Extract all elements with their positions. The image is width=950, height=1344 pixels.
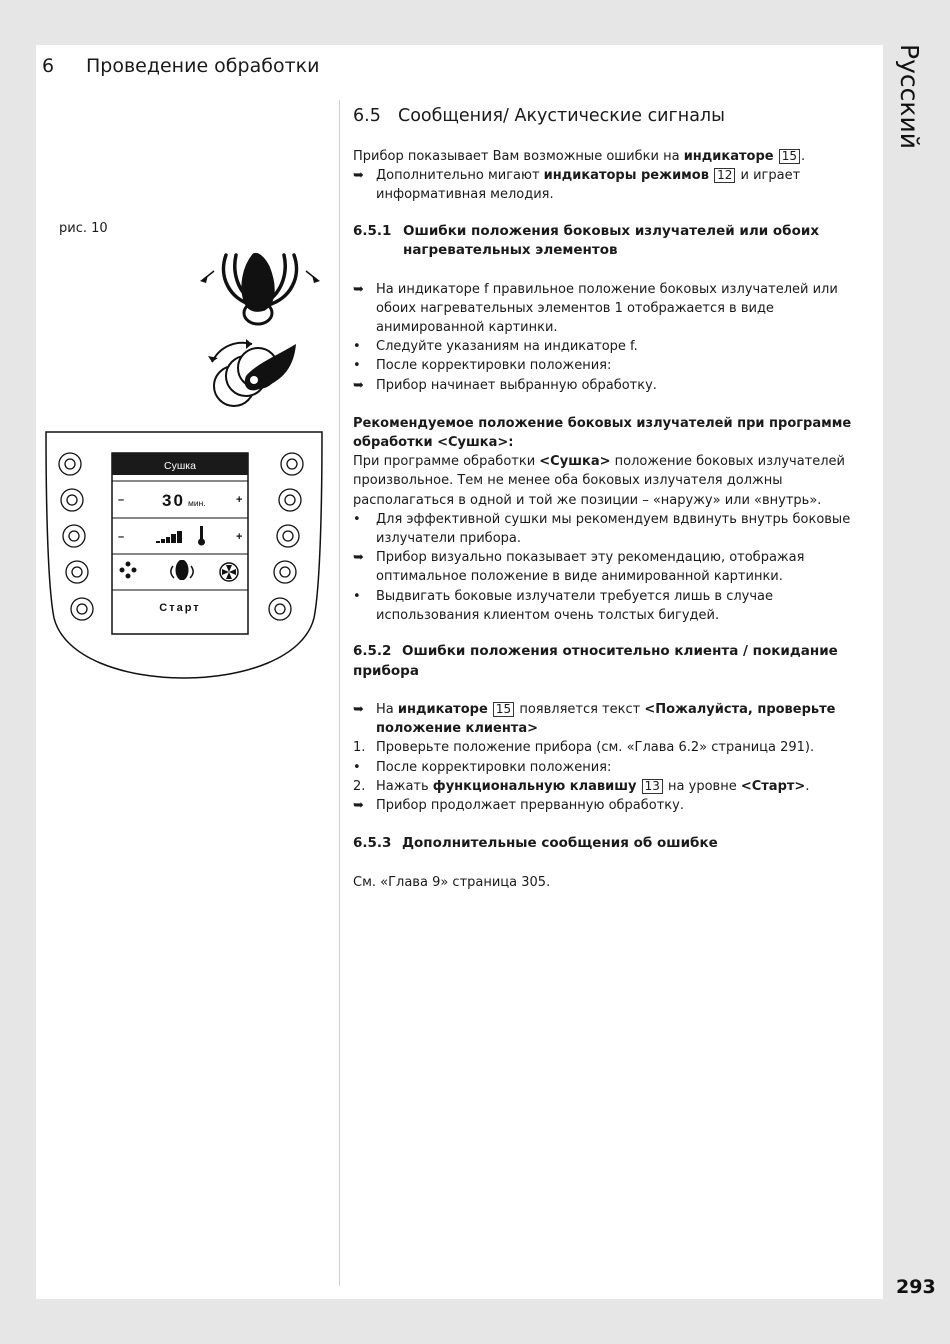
list-item: 2. Нажать функциональную клавишу 13 на уровне <Старт>. — [353, 778, 810, 794]
list-item: ➥ Прибор визуально показывает эту рекомендацию, отображая оптимальное положение в виде анимированной картинки. — [353, 550, 805, 585]
content-column — [353, 104, 873, 892]
chapter-number: 6 — [42, 55, 55, 77]
list-item: ➥ На индикаторе f правильное положение боковых излучателей или обоих нагревательных элементов 1 отображается в виде анимированной картинки. — [353, 281, 838, 336]
control-panel-outline — [44, 428, 324, 681]
list-item: • Для эффективной сушки мы рекомендуем вдвинуть внутрь боковые излучатели прибора. — [353, 511, 851, 547]
list-item: • Следуйте указаниям на индикаторе f. — [353, 339, 638, 355]
column-divider — [339, 100, 340, 1286]
list-item: 1. Проверьте положение прибора (см. «Глава 6.2» страница 291). — [353, 740, 815, 756]
list-item: • После корректировки положения: — [353, 358, 612, 374]
side-tab — [883, 45, 950, 1299]
page-number: 293 — [896, 1276, 936, 1298]
section-6-5-heading: 6.5 Сообщения/ Акустические сигналы — [353, 106, 725, 126]
list-item: ➥ Прибор продолжает прерванную обработку. — [353, 798, 684, 814]
display-time-value: 30 — [162, 491, 185, 510]
language-tab — [890, 44, 930, 164]
section-6-5-paragraph: Прибор показывает Вам возможные ошибки на индикаторе 15 . — [353, 149, 806, 164]
list-item: ➥ На индикаторе 15 появляется текст <Пожалуйста, проверьте положение клиента> — [353, 702, 836, 737]
display-minus-temp: – — [118, 531, 125, 543]
display-minus-time: – — [118, 494, 125, 506]
heater-arms-illustration — [196, 247, 324, 327]
display-time-unit: мин. — [188, 498, 206, 508]
language-label: Русский — [895, 44, 924, 149]
recommendation-title: Рекомендуемое положение боковых излучателей при программе обработки <Сушка>: — [353, 415, 852, 451]
figure-label: рис. 10 — [59, 221, 108, 236]
list-item: ➥ Дополнительно мигают индикаторы режимов 12 и играет информативная мелодия. — [353, 168, 801, 203]
display-start: Старт — [159, 602, 201, 614]
list-item: • После корректировки положения: — [353, 759, 612, 775]
display-plus-time: + — [236, 494, 243, 506]
section-6-5-1-heading: 6.5.1 Ошибки положения боковых излучателей или обоих нагревательных элементов — [353, 222, 820, 259]
section-6-5-3-heading: 6.5.3 Дополнительные сообщения об ошибке — [353, 835, 718, 852]
rotary-knob-illustration — [206, 336, 316, 411]
section-6-5-2-heading: 6.5.2 Ошибки положения относительно клиента / покидание прибора — [353, 643, 838, 679]
chapter-title: Проведение обработки — [86, 55, 320, 77]
display-title: Сушка — [164, 460, 196, 472]
display-plus-temp: + — [236, 531, 243, 543]
recommendation-paragraph: При программе обработки <Сушка> положение боковых излучателей произвольное. Тем не менее оба боковых излучателя должны располагаться в одной и той же позиции – «наружу» или «внутрь». — [353, 454, 845, 508]
section-6-5-3-paragraph: См. «Глава 9» страница 305. — [353, 874, 551, 890]
control-panel-illustration — [44, 428, 324, 681]
list-item: • Выдвигать боковые излучатели требуется лишь в случае использования клиентом очень толстых бигудей. — [353, 588, 773, 623]
list-item: ➥ Прибор начинает выбранную обработку. — [353, 377, 657, 393]
